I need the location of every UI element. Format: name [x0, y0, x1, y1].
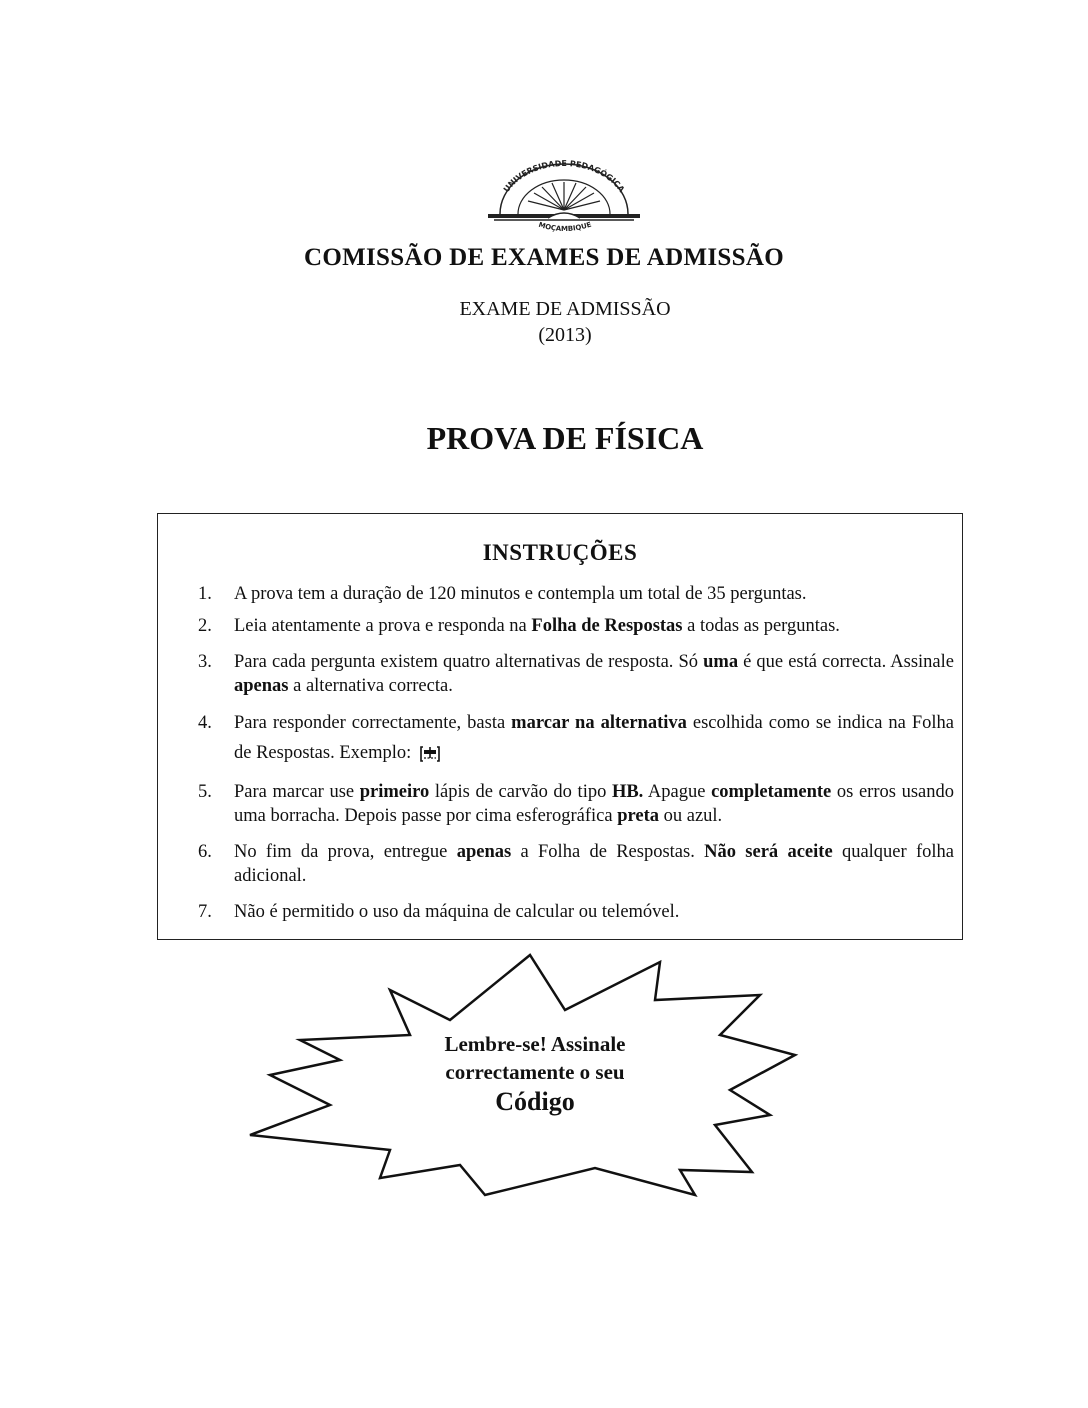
marked-answer-box-icon — [420, 745, 440, 763]
instruction-emphasis: preta — [617, 806, 659, 826]
instruction-emphasis: primeiro — [359, 782, 430, 802]
instruction-text-run: Para responder correctamente, basta — [234, 713, 512, 733]
instruction-text — [234, 614, 954, 638]
instruction-text — [234, 840, 954, 888]
instruction-emphasis: completamente — [711, 782, 832, 802]
instruction-text-run: Para marcar use — [234, 782, 360, 802]
instruction-number: 6. — [198, 842, 212, 862]
instruction-emphasis: Não será aceite — [704, 842, 833, 862]
logo-text-bottom: MOÇAMBIQUE — [537, 220, 593, 234]
instruction-text-run: Leia atentamente a prova e responda na — [234, 616, 532, 636]
reminder-line-2: correctamente o seu — [445, 1060, 625, 1084]
instruction-text — [234, 780, 954, 828]
university-seal-logo — [480, 152, 648, 236]
instruction-emphasis: apenas — [234, 676, 289, 696]
instruction-emphasis: uma — [703, 652, 739, 672]
instruction-text-run: Para cada pergunta existem quatro alternativas de resposta. Só — [234, 652, 704, 672]
university-seal-icon — [480, 152, 648, 236]
instruction-text — [234, 650, 954, 698]
exam-title: EXAME DE ADMISSÃO — [459, 298, 671, 320]
instruction-item — [198, 708, 954, 768]
instruction-text — [234, 900, 954, 924]
instruction-number: 7. — [198, 902, 212, 922]
logo-text-top: UNIVERSIDADE PEDAGÓGICA — [501, 159, 627, 194]
instruction-text — [234, 582, 954, 606]
instruction-text-run: escolhida como se indica na Folha de Respostas. Exemplo: — [234, 713, 954, 763]
instruction-text-run: os erros usando uma borracha. Depois passe por cima esferográfica — [234, 782, 954, 826]
instruction-item — [198, 582, 954, 606]
instructions-box — [157, 513, 963, 940]
instruction-item — [198, 614, 954, 638]
instruction-text-run: ou azul. — [659, 806, 723, 826]
instruction-text-run: Apague — [643, 782, 712, 802]
instruction-text-run: a Folha de Respostas. — [511, 842, 705, 862]
instruction-text-run: No fim da prova, entregue — [234, 842, 457, 862]
instruction-item — [198, 840, 954, 888]
instruction-number: 5. — [198, 782, 212, 802]
instruction-text — [234, 708, 954, 768]
reminder-text — [420, 1030, 650, 1116]
instruction-text-run: Não é permitido o uso da máquina de calcular ou telemóvel. — [234, 902, 680, 922]
instruction-text-run: é que está correcta. Assinale — [738, 652, 954, 672]
reminder-line-1: Lembre-se! Assinale — [444, 1032, 626, 1056]
instruction-item — [198, 900, 954, 924]
instruction-item — [198, 650, 954, 698]
instruction-text-run: a alternativa correcta. — [288, 676, 453, 696]
instructions-heading: INSTRUÇÕES — [482, 540, 638, 565]
subject-title: PROVA DE FÍSICA — [426, 420, 704, 456]
instruction-number: 2. — [198, 616, 212, 636]
instruction-emphasis: Folha de Respostas — [531, 616, 683, 636]
reminder-code-word: Código — [495, 1087, 575, 1116]
instruction-emphasis: HB. — [611, 782, 644, 802]
instruction-item — [198, 780, 954, 828]
exam-year: (2013) — [538, 324, 592, 346]
instruction-text-run: lápis de carvão do tipo — [429, 782, 612, 802]
instruction-text-run: qualquer folha adicional. — [234, 842, 954, 886]
committee-title: COMISSÃO DE EXAMES DE ADMISSÃO — [304, 244, 784, 271]
instruction-number: 4. — [198, 713, 212, 733]
instruction-text-run: A prova tem a duração de 120 minutos e contempla um total de 35 perguntas. — [234, 584, 807, 604]
instruction-number: 3. — [198, 652, 212, 672]
instruction-emphasis: marcar na alternativa — [511, 713, 687, 733]
instruction-emphasis: apenas — [456, 842, 512, 862]
instruction-number: 1. — [198, 584, 212, 604]
instruction-text-run: a todas as perguntas. — [682, 616, 840, 636]
